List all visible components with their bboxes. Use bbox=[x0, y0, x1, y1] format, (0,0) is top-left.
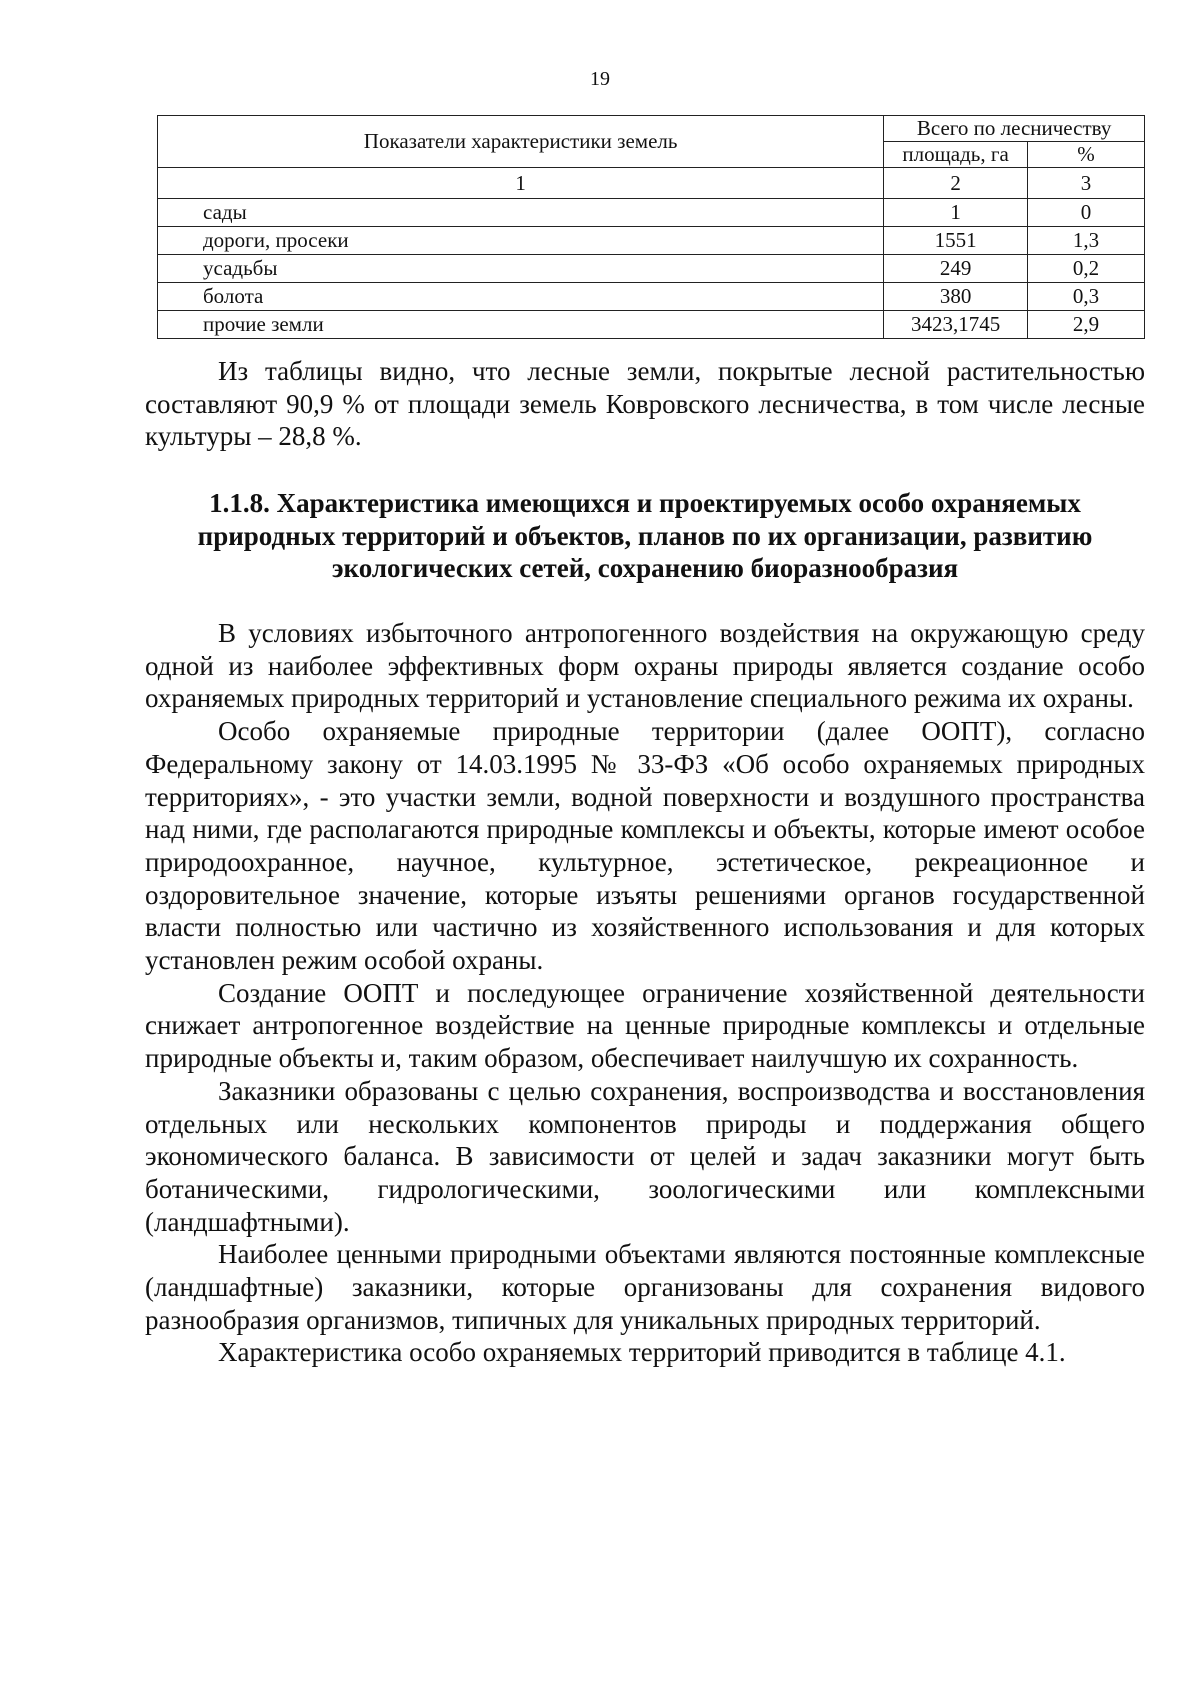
paragraph: Наиболее ценными природными объектами являются постоянные комплексные (ландшафтные) заказники, которые организованы для сохранения видового разнообразия организмов, типичных для уникальных природных территорий. bbox=[145, 1239, 1145, 1335]
area-value: 1 bbox=[884, 199, 1028, 227]
paragraph: Особо охраняемые природные территории (далее ООПТ), согласно Федеральному закону от 14.03.1995 № 33-ФЗ «Об особо охраняемых природных территориях», - это участки земли, водной поверхности и воздушного пространства над ними, где располагаются природные комплексы и объекты, которые имеют особое природоохранное, научное, культурное, эстетическое, рекреационное и оздоровительное значение, которые изъяты решениями органов государственной власти полностью или частично из хозяйственного использования и для которых установлен режим особой охраны. bbox=[145, 716, 1145, 976]
area-value: 249 bbox=[884, 255, 1028, 283]
section-heading: 1.1.8. Характеристика имеющихся и проектируемых особо охраняемых природных территорий и объектов, планов по их организации, развитию экологических сетей, сохранению биоразнообразия bbox=[197, 488, 1093, 583]
table-header-row bbox=[158, 116, 1145, 142]
land-characteristics-table bbox=[157, 115, 1145, 339]
column-index: 3 bbox=[1027, 168, 1144, 199]
header-percent: % bbox=[1027, 142, 1144, 168]
table-row bbox=[158, 227, 1145, 255]
table-row bbox=[158, 283, 1145, 311]
land-category: дороги, просеки bbox=[158, 227, 884, 255]
body-text bbox=[145, 617, 1145, 1369]
land-category: прочие земли bbox=[158, 311, 884, 339]
table-summary-block bbox=[145, 355, 1145, 453]
paragraph: Заказники образованы с целью сохранения, воспроизводства и восстановления отдельных или нескольких компонентов природы и поддержания общего экономического баланса. В зависимости от целей и задач заказники могут быть ботаническими, гидрологическими, зоологическими или комплексными (ландшафтными). bbox=[145, 1075, 1145, 1237]
table-row bbox=[158, 199, 1145, 227]
paragraph: Создание ООПТ и последующее ограничение хозяйственной деятельности снижает антропогенное воздействие на ценные природные комплексы и отдельные природные объекты и, таким образом, обеспечивает наилучшую их сохранность. bbox=[145, 977, 1145, 1074]
page-number: 19 bbox=[590, 68, 610, 90]
table-row bbox=[158, 255, 1145, 283]
table-row bbox=[158, 311, 1145, 339]
percent-value: 1,3 bbox=[1027, 227, 1144, 255]
column-index: 1 bbox=[158, 168, 884, 199]
header-total: Всего по лесничеству bbox=[884, 116, 1145, 142]
area-value: 3423,1745 bbox=[884, 311, 1028, 339]
paragraph: В условиях избыточного антропогенного воздействия на окружающую среду одной из наиболее эффективных форм охраны природы является создание особо охраняемых природных территорий и установление специального режима их охраны. bbox=[145, 618, 1145, 714]
percent-value: 0,2 bbox=[1027, 255, 1144, 283]
land-category: сады bbox=[158, 199, 884, 227]
percent-value: 0,3 bbox=[1027, 283, 1144, 311]
column-index-row bbox=[158, 168, 1145, 199]
percent-value: 2,9 bbox=[1027, 311, 1144, 339]
header-area: площадь, га bbox=[884, 142, 1028, 168]
area-value: 1551 bbox=[884, 227, 1028, 255]
area-value: 380 bbox=[884, 283, 1028, 311]
land-category: усадьбы bbox=[158, 255, 884, 283]
column-index: 2 bbox=[884, 168, 1028, 199]
paragraph: Характеристика особо охраняемых территорий приводится в таблице 4.1. bbox=[218, 1337, 1066, 1368]
land-category: болота bbox=[158, 283, 884, 311]
percent-value: 0 bbox=[1027, 199, 1144, 227]
table-summary-paragraph: Из таблицы видно, что лесные земли, покрытые лесной растительностью составляют 90,9 % от площади земель Ковровского лесничества, в том числе лесные культуры – 28,8 %. bbox=[145, 356, 1145, 452]
header-indicator: Показатели характеристики земель bbox=[158, 116, 884, 168]
